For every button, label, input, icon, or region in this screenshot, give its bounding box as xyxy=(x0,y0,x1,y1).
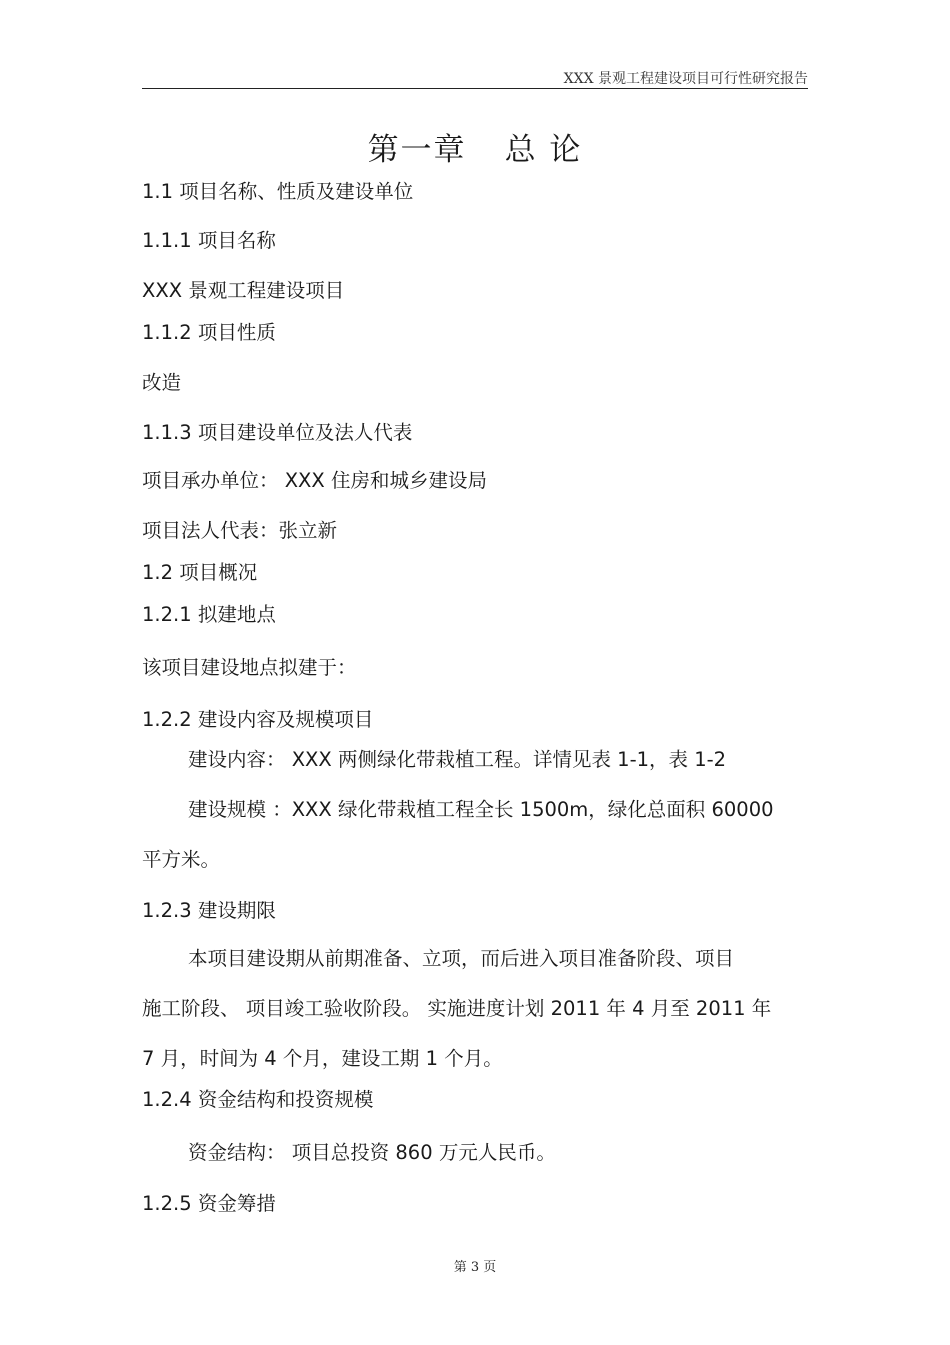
location-text: 该项目建设地点拟建于： xyxy=(142,656,357,679)
undertaking-unit-text: 项目承办单位： XXX 住房和城乡建设局 xyxy=(142,469,487,492)
header-rule xyxy=(142,88,808,89)
chapter-name: 总 论 xyxy=(504,132,583,168)
section-heading-1-2-2: 1.2.2 建设内容及规模项目 xyxy=(142,708,374,731)
section-heading-1-2-4: 1.2.4 资金结构和投资规模 xyxy=(142,1088,374,1111)
section-heading-1-1-1: 1.1.1 项目名称 xyxy=(142,229,276,252)
legal-representative-text: 项目法人代表：张立新 xyxy=(142,519,338,542)
project-nature-text: 改造 xyxy=(142,371,182,394)
section-heading-1-2: 1.2 项目概况 xyxy=(142,561,258,584)
funding-structure-text: 资金结构： 项目总投资 860 万元人民币。 xyxy=(188,1141,556,1164)
chapter-title xyxy=(0,124,950,169)
schedule-text: 本项目建设期从前期准备、立项，而后进入项目准备阶段、项目 xyxy=(188,947,735,970)
section-heading-1-2-1: 1.2.1 拟建地点 xyxy=(142,603,276,626)
section-heading-1-1: 1.1 项目名称、性质及建设单位 xyxy=(142,180,414,203)
page-number: 第 3 页 xyxy=(453,1260,497,1275)
construction-scale-text-cont: 平方米。 xyxy=(142,848,221,871)
section-heading-1-1-2: 1.1.2 项目性质 xyxy=(142,321,276,344)
project-name-text: XXX 景观工程建设项目 xyxy=(142,279,345,302)
construction-scale-text: 建设规模 ：XXX 绿化带栽植工程全长 1500m，绿化总面积 60000 xyxy=(188,798,774,821)
schedule-text-cont-1: 施工阶段、 项目竣工验收阶段。 实施进度计划 2011 年 4 月至 2011 年 xyxy=(142,997,772,1020)
section-heading-1-2-3: 1.2.3 建设期限 xyxy=(142,899,276,922)
schedule-text-cont-2: 7 月，时间为 4 个月，建设工期 1 个月。 xyxy=(142,1047,503,1070)
running-header: XXX 景观工程建设项目可行性研究报告 xyxy=(563,71,808,87)
construction-content-text: 建设内容： XXX 两侧绿化带栽植工程。详情见表 1-1，表 1-2 xyxy=(188,748,727,771)
chapter-number: 第一章 xyxy=(367,132,467,168)
section-heading-1-1-3: 1.1.3 项目建设单位及法人代表 xyxy=(142,421,413,444)
section-heading-1-2-5: 1.2.5 资金筹措 xyxy=(142,1192,276,1215)
